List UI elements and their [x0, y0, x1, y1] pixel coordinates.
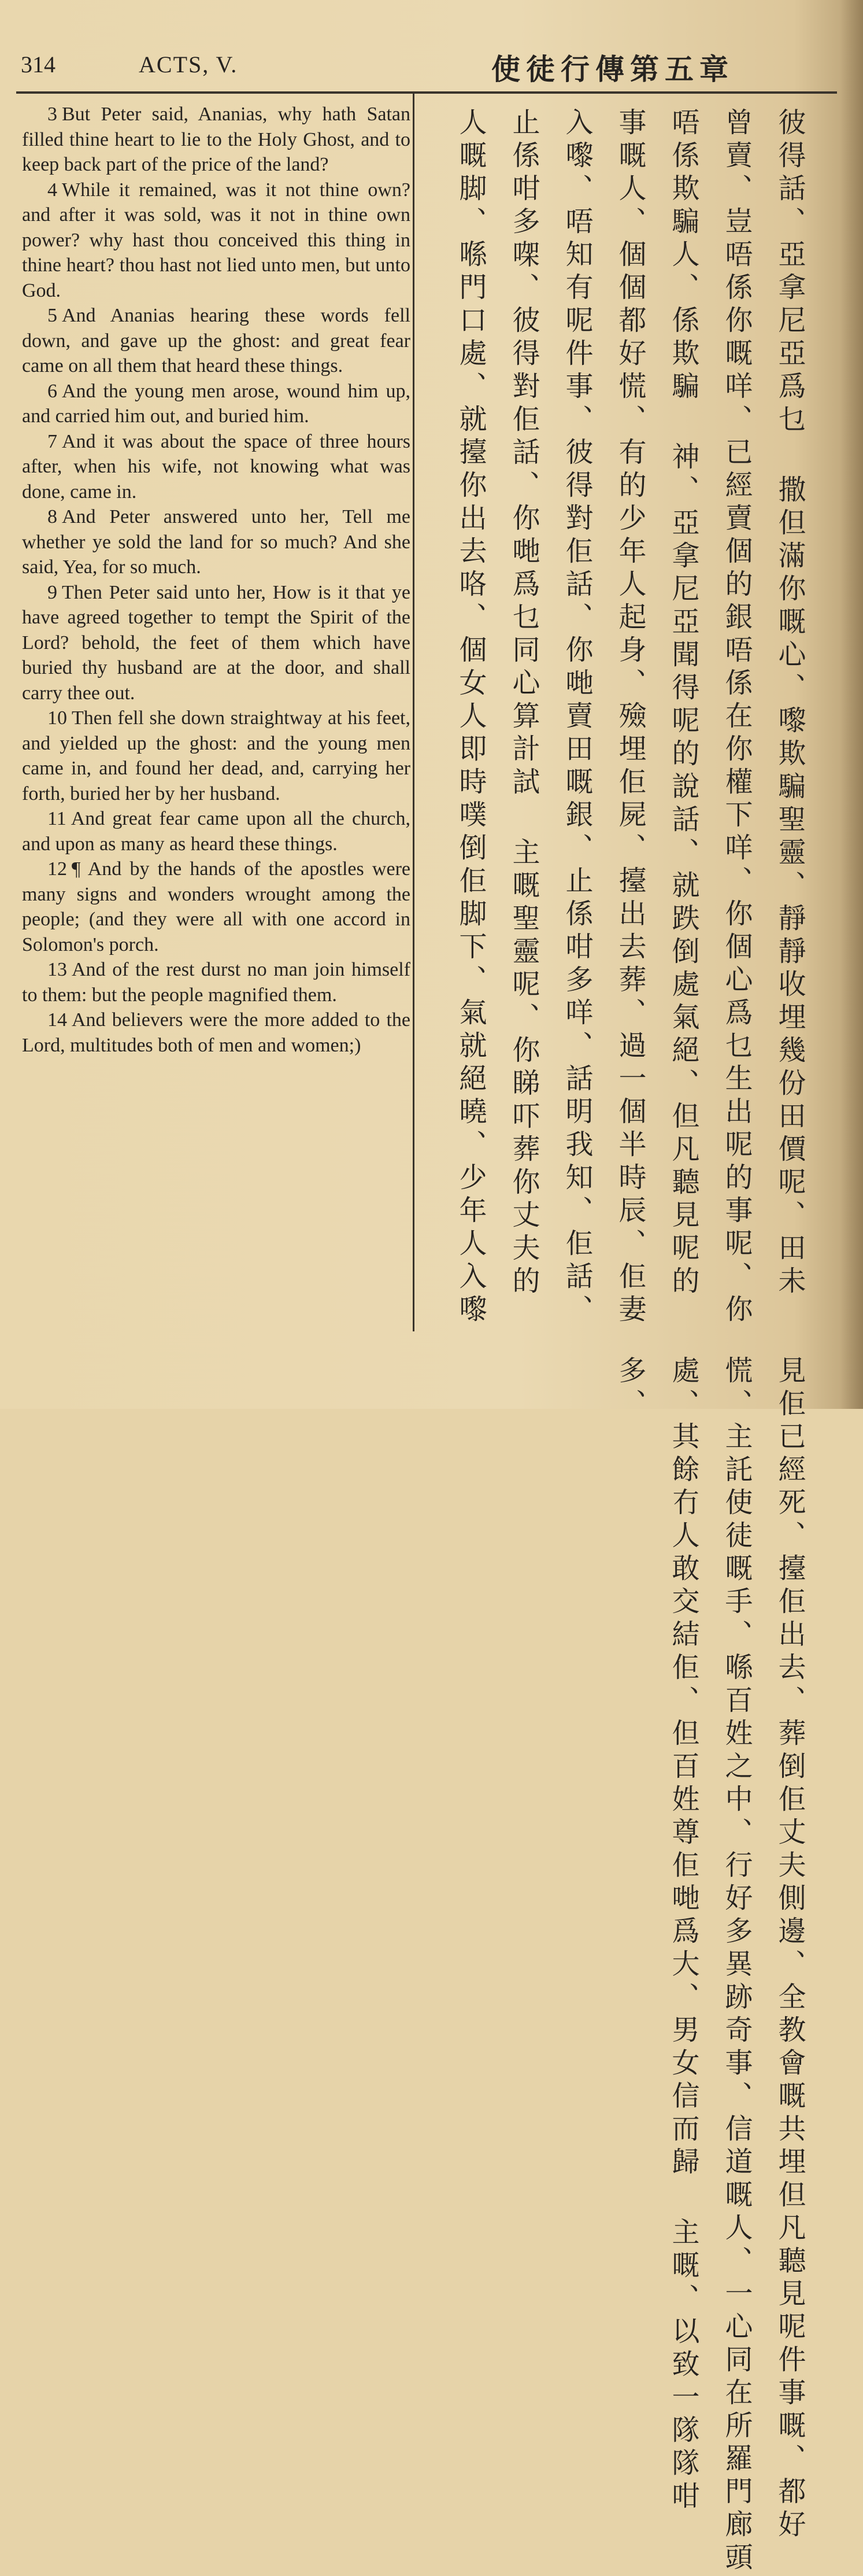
- verse-text: While it remained, was it not thine own? and after it was sold, was it not in thine own power? why hast thou conceived this thing in thine heart? thou hast not lied unto men, but unto God.: [22, 179, 410, 301]
- chinese-verse: 主託使徒嘅手、喺百姓之中、行好多異跡奇事、信道嘅人、一心同在所羅門廊頭處、: [667, 1356, 753, 2575]
- verse-text: Then Peter said unto her, How is it that ye have agreed together to tempt the Spirit of the Lord? behold, the feet of them which have buried thy husband are at the door, and shall carry thee out.: [22, 581, 410, 704]
- chinese-verse: 全教會嘅共埋但凡聽見呢件事嘅、都好慌、: [720, 1356, 806, 2542]
- english-verse-12: [22, 857, 410, 957]
- page-header: [0, 40, 863, 86]
- english-verse-11: [22, 806, 410, 857]
- chinese-verse: 彼得對佢話、你哋賣田嘅銀、止係咁多咩、話明我知、佢話、止係咁多㗎、: [508, 108, 593, 1327]
- english-verse-7: [22, 429, 410, 505]
- english-verse-10: [22, 706, 410, 806]
- verse-number: 12: [47, 858, 67, 880]
- chinese-verse: 彼得對佢話、你哋爲乜同心算計試 主嘅聖靈呢、你睇吓葬你丈夫的人嘅脚、喺門口處、就擡你出去咯、: [454, 108, 540, 1299]
- verse-text: And believers were the more added to the Lord, multitudes both of men and women;): [22, 1009, 410, 1056]
- running-head-chinese: 使徒行傳第五章: [491, 53, 734, 86]
- verse-number: 6: [47, 380, 57, 402]
- verse-number: 5: [47, 305, 57, 326]
- english-verse-13: [22, 957, 410, 1007]
- running-head-english: ACTS, V.: [139, 51, 238, 77]
- chinese-verse: 亞拿尼亞聞得呢的說話、就跌倒處氣絕、但凡聽見呢的事嘅人、個個都好慌、: [614, 108, 699, 1299]
- verse-number: 4: [47, 179, 57, 201]
- verse-number: 14: [47, 1009, 67, 1031]
- verse-text: ¶ And by the hands of the apostles were many signs and wonders wrought among the people; (and they were all with one accord in Solomon's porch.: [22, 858, 410, 955]
- verse-text: And great fear came upon all the church, and upon as many as heard these things.: [22, 808, 410, 855]
- english-verse-14: [22, 1007, 410, 1058]
- english-verse-5: [22, 303, 410, 379]
- english-verse-4: [22, 178, 410, 304]
- verse-text: And Peter answered unto her, Tell me whether ye sold the land for so much? And she said, Yea, for so much.: [22, 506, 410, 578]
- chinese-verse: 個女人即時噗倒佢脚下、氣就絕曉、少年人入嚟見佢已經死、擡佢出去、葬倒佢丈夫側邊、: [454, 635, 806, 1982]
- chinese-verse: 田未曾賣、豈唔係你嘅咩、已經賣個的銀唔係在你權下咩、你個心爲乜生出呢的事呢、你唔係欺騙人、係欺騙 神、: [667, 108, 806, 1327]
- english-verse-8: [22, 504, 410, 580]
- column-divider: [413, 94, 414, 1331]
- verse-text: And the young men arose, wound him up, and carried him out, and buried him.: [22, 380, 410, 427]
- verse-number: 11: [47, 808, 66, 829]
- verse-text: And of the rest durst no man join himself to them: but the people magnified them.: [22, 959, 410, 1006]
- page-number: 314: [21, 51, 55, 77]
- verse-text: Then fell she down straightway at his feet, and yielded up the ghost: and the young men came in, and found her dead, and, carrying her forth, buried her by her husband.: [22, 707, 410, 804]
- english-verse-6: [22, 379, 410, 429]
- verse-text: And Ananias hearing these words fell down, and gave up the ghost: and great fear came on all them that heard these things.: [22, 305, 410, 377]
- verse-text: And it was about the space of three hours after, when his wife, not knowing what was done, came in.: [22, 430, 410, 503]
- page-spine-shadow: [840, 0, 863, 1409]
- verse-number: 8: [47, 506, 57, 527]
- chinese-verse: 過一個半時辰、佢妻入嚟、唔知有呢件事、: [561, 108, 646, 1327]
- verse-number: 9: [47, 581, 57, 603]
- chinese-verse: 男女信而歸 主嘅、以致一隊隊咁多、: [614, 1356, 699, 2514]
- header-rule: [16, 91, 837, 94]
- english-verse-9: [22, 580, 410, 706]
- verse-number: 10: [47, 707, 67, 729]
- chinese-text-column: [435, 108, 816, 2575]
- verse-number: 13: [47, 959, 67, 980]
- chinese-verse: 彼得話、亞拿尼亞爲乜 撒但滿你嘅心、嚟欺騙聖靈、靜靜收埋幾份田價呢、: [773, 108, 806, 1233]
- english-verse-3: [22, 102, 410, 178]
- verse-text: But Peter said, Ananias, why hath Satan filled thine heart to lie to the Holy Ghost, and to keep back part of the price of the land?: [22, 104, 410, 175]
- chinese-verse: 有的少年人起身、殮埋佢屍、擡出去葬、: [614, 437, 646, 1031]
- verse-number: 7: [47, 430, 57, 452]
- verse-number: 3: [47, 104, 57, 125]
- chinese-verse: 其餘冇人敢交結佢、但百姓尊佢哋爲大、: [667, 1422, 699, 2015]
- english-text-column: [22, 102, 410, 1058]
